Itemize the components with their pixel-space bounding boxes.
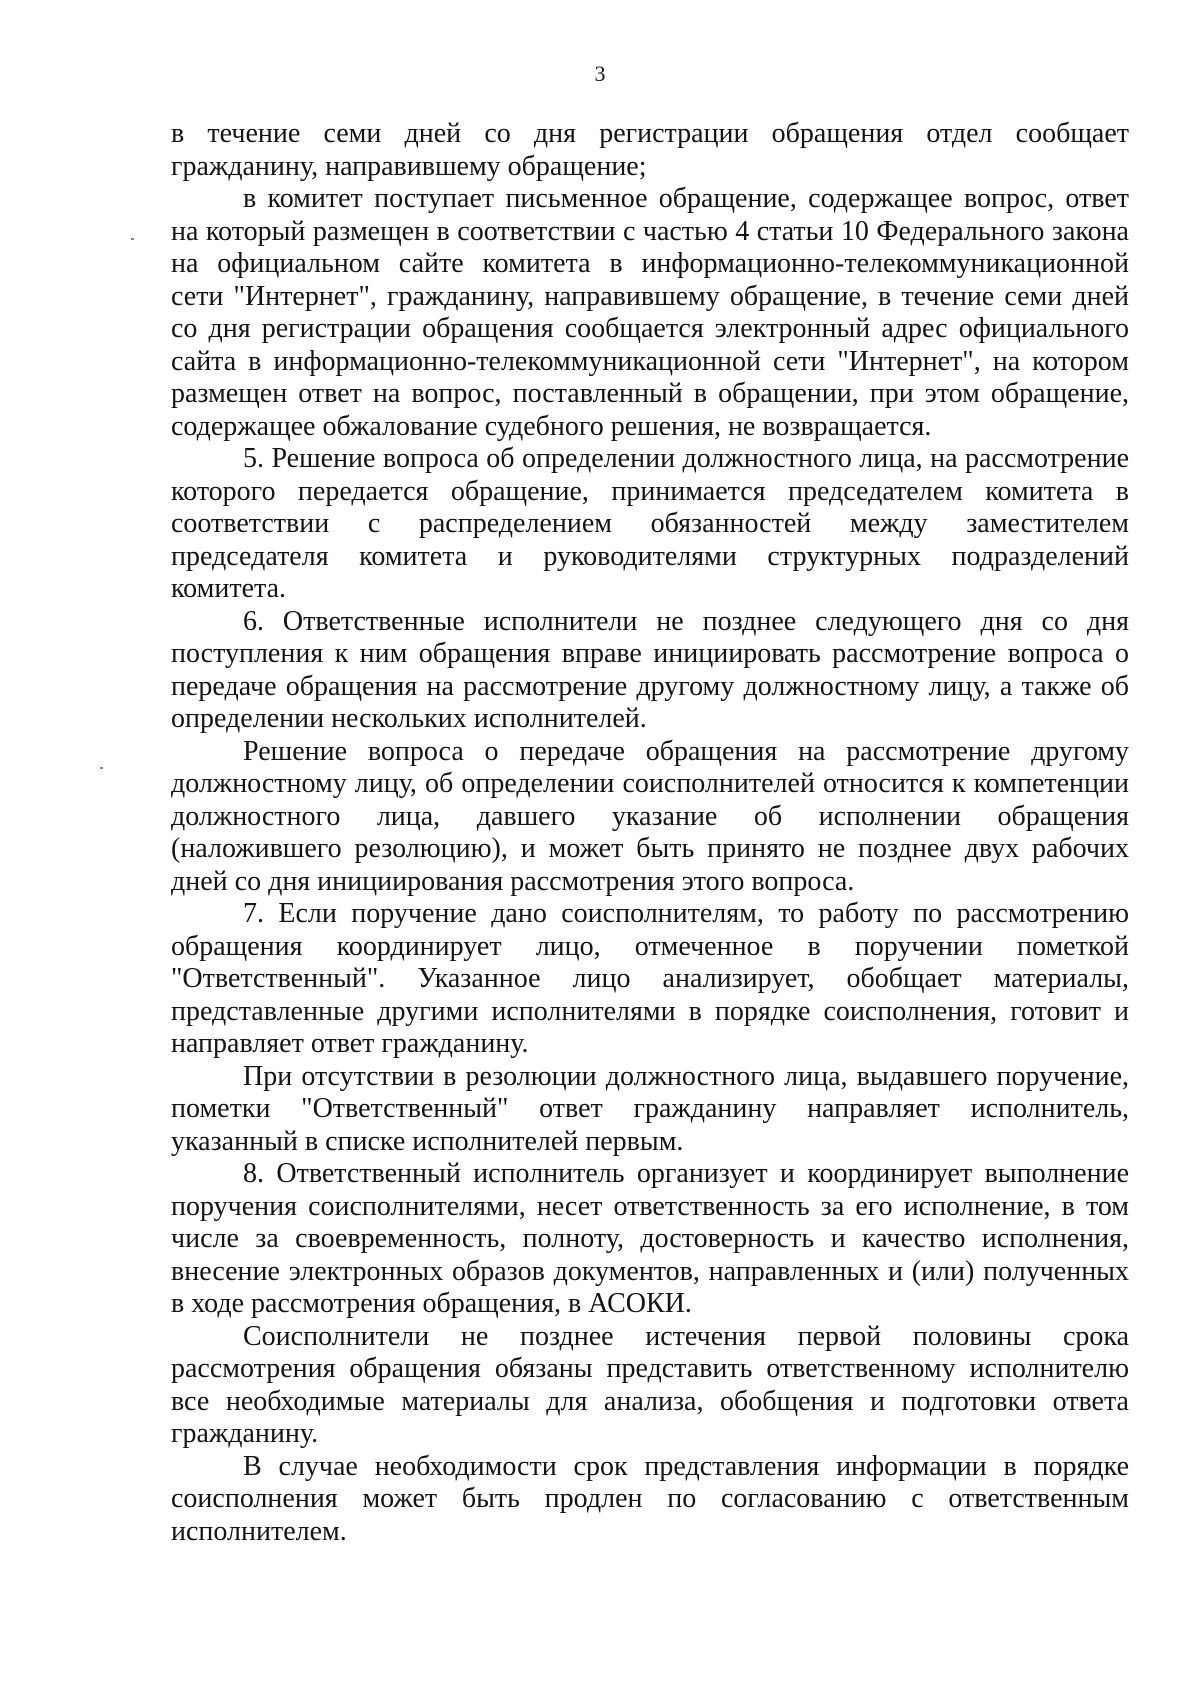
paragraph: При отсутствии в резолюции должностного лица, выдавшего поручение, пометки "Ответственный" ответ гражданину направляет исполнитель, указанный в списке исполнителей первым. bbox=[171, 1060, 1129, 1157]
paragraph: Решение вопроса о передаче обращения на рассмотрение другому должностному лицу, об определении соисполнителей относится к компетенции должностного лица, давшего указание об исполнении обращения (наложившего резолюцию), и может быть принято не позднее двух рабочих дней со дня инициирования рассмотрения этого вопроса. bbox=[171, 735, 1129, 897]
paragraph-continuation: в течение семи дней со дня регистрации обращения отдел сообщает гражданину, направившему обращение; bbox=[171, 118, 1129, 182]
paragraph: Соисполнители не позднее истечения первой половины срока рассмотрения обращения обязаны представить ответственному исполнителю все необходимые материалы для анализа, обобщения и подготовки ответа гражданину. bbox=[171, 1320, 1129, 1449]
document-body bbox=[171, 118, 1129, 1548]
paragraph-item-8: 8. Ответственный исполнитель организует и координирует выполнение поручения соисполнителями, несет ответственность за его исполнение, в том числе за своевременность, полноту, достоверность и качество исполнения, внесение электронных образов документов, направленных и (или) полученных в ходе рассмотрения обращения, в АСОКИ. bbox=[171, 1158, 1129, 1319]
paragraph: В случае необходимости срок представления информации в порядке соисполнения может быть продлен по согласованию с ответственным исполнителем. bbox=[171, 1450, 1129, 1547]
paragraph-item-7: 7. Если поручение дано соисполнителям, то работу по рассмотрению обращения координирует лицо, отмеченное в поручении пометкой "Ответственный". Указанное лицо анализирует, обобщает материалы, представленные другими исполнителями в порядке соисполнения, готовит и направляет ответ гражданину. bbox=[171, 898, 1129, 1059]
scan-speck bbox=[131, 238, 134, 240]
paragraph-item-5: 5. Решение вопроса об определении должностного лица, на рассмотрение которого передается обращение, принимается председателем комитета в соответствии с распределением обязанностей между заместителем председателя комитета и руководителями структурных подразделений комитета. bbox=[171, 443, 1129, 604]
scan-speck bbox=[100, 767, 103, 769]
paragraph-item-6: 6. Ответственные исполнители не позднее следующего дня со дня поступления к ним обращения вправе инициировать рассмотрение вопроса о передаче обращения на рассмотрение другому должностному лицу, а также об определении нескольких исполнителей. bbox=[171, 605, 1129, 734]
paragraph: в комитет поступает письменное обращение, содержащее вопрос, ответ на который размещен в соответствии с частью 4 статьи 10 Федерального закона на официальном сайте комитета в информационно-телекоммуникационной сети "Интернет", гражданину, направившему обращение, в течение семи дней со дня регистрации обращения сообщается электронный адрес официального сайта в информационно-телекоммуникационной сети "Интернет", на котором размещен ответ на вопрос, поставленный в обращении, при этом обращение, содержащее обжалование судебного решения, не возвращается. bbox=[171, 183, 1129, 442]
page-number: 3 bbox=[594, 61, 606, 86]
